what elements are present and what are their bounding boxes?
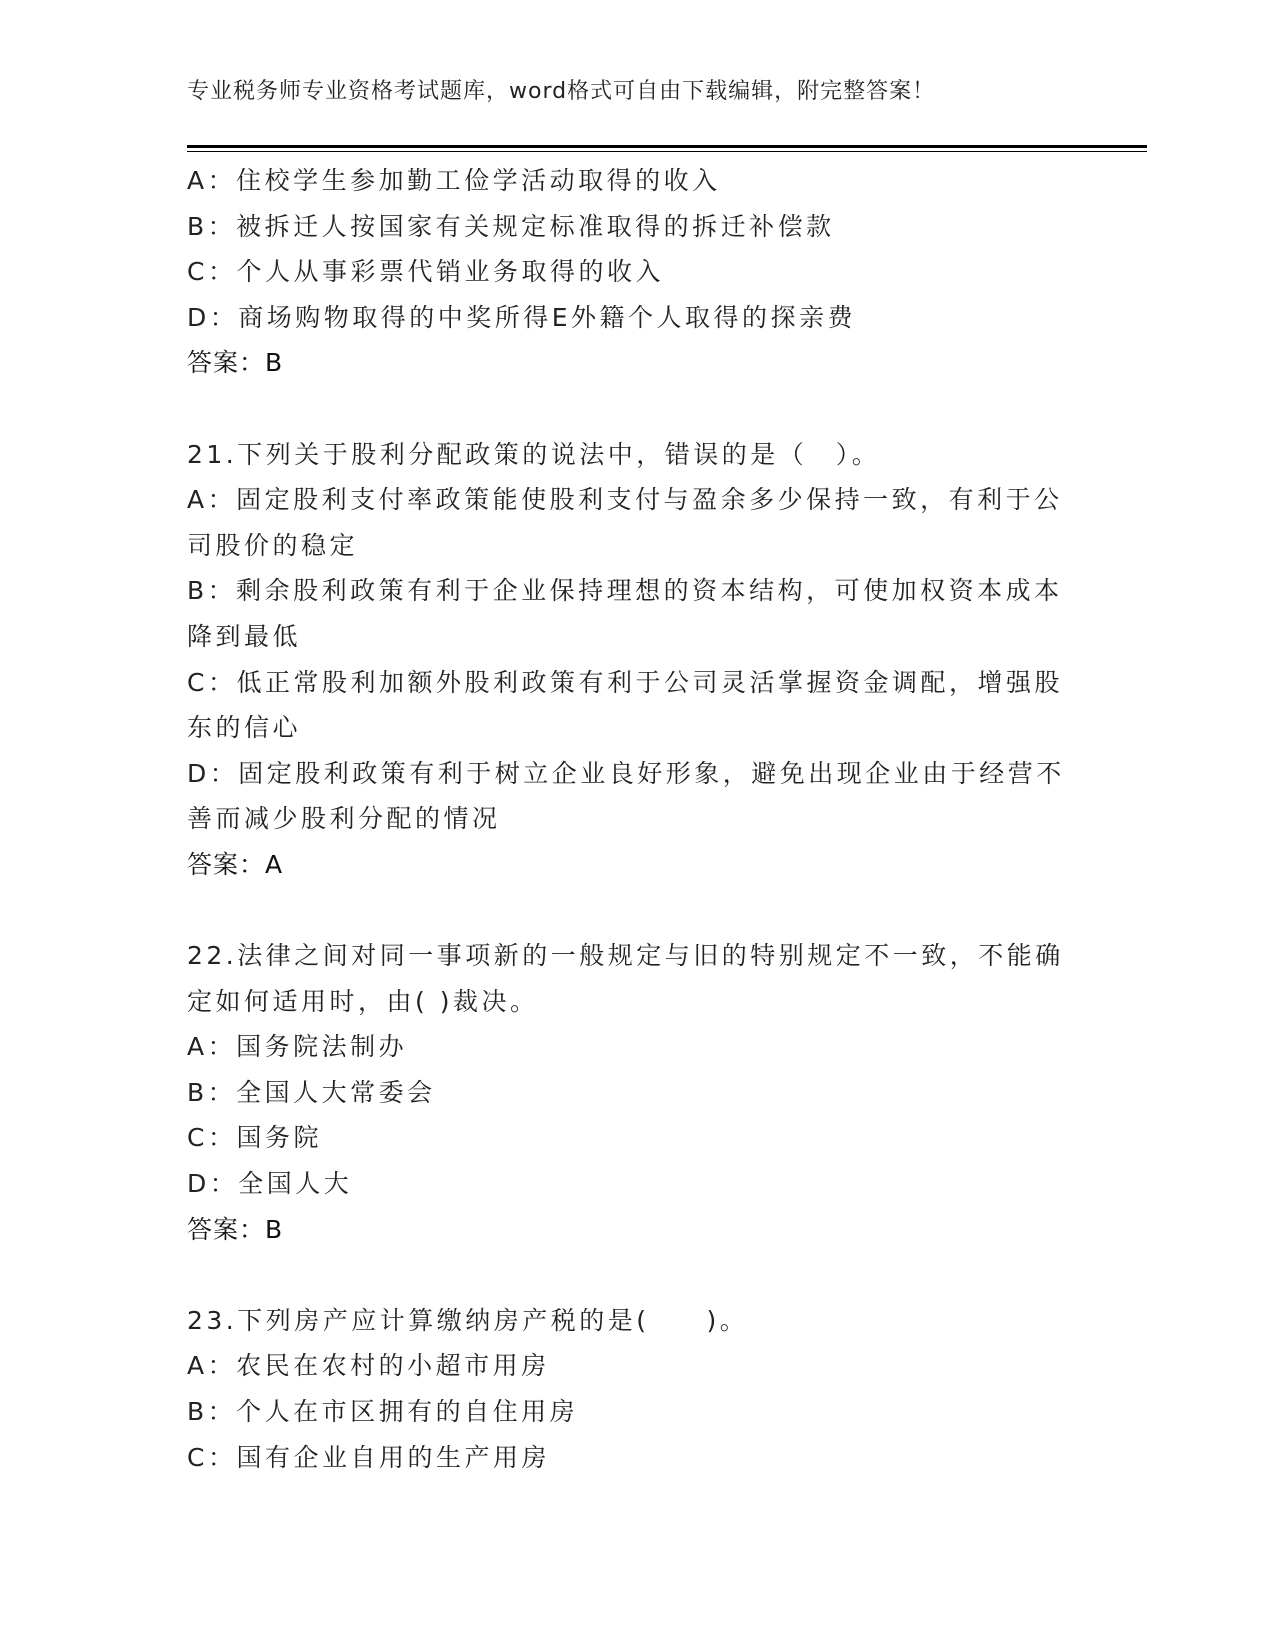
page-header: 专业税务师专业资格考试题库，word格式可自由下载编辑，附完整答案！ xyxy=(187,79,936,104)
question-block xyxy=(187,1298,1067,1480)
question-line: 定如何适用时，由( )裁决。 xyxy=(187,986,539,1016)
question-line: 21.下列关于股利分配政策的说法中，错误的是（ ）。 xyxy=(187,439,881,469)
question-line: C：低正常股利加额外股利政策有利于公司灵活掌握资金调配，增强股 xyxy=(187,667,1063,697)
answer-line: 答案：A xyxy=(187,849,284,879)
answer-line: 答案：B xyxy=(187,348,284,378)
question-line: A：住校学生参加勤工俭学活动取得的收入 xyxy=(187,166,721,195)
header-rule-thick xyxy=(187,145,1147,148)
question-line: B：个人在市区拥有的自住用房 xyxy=(187,1397,579,1427)
question-line: 降到最低 xyxy=(187,621,302,651)
question-line: 22.法律之间对同一事项新的一般规定与旧的特别规定不一致，不能确 xyxy=(187,941,1064,971)
question-list xyxy=(187,158,1067,1480)
question-line: 23.下列房产应计算缴纳房产税的是( )。 xyxy=(187,1305,749,1335)
question-line: C：个人从事彩票代销业务取得的收入 xyxy=(187,257,664,287)
question-line: A：国务院法制办 xyxy=(187,1032,408,1062)
question-line: 东的信心 xyxy=(187,713,302,743)
block-spacer xyxy=(187,386,1067,432)
question-line: B：剩余股利政策有利于企业保持理想的资本结构，可使加权资本成本 xyxy=(187,576,1063,606)
question-line: 司股价的稳定 xyxy=(187,530,359,560)
question-line: B：被拆迁人按国家有关规定标准取得的拆迁补偿款 xyxy=(187,211,835,241)
question-block xyxy=(187,933,1067,1252)
question-line: A：农民在农村的小超市用房 xyxy=(187,1351,550,1381)
header-rule-thin xyxy=(187,151,1147,152)
question-line: C：国有企业自用的生产用房 xyxy=(187,1442,550,1472)
question-block xyxy=(187,158,1067,386)
block-spacer xyxy=(187,1252,1067,1298)
question-line: B：全国人大常委会 xyxy=(187,1077,436,1107)
question-line: D：全国人大 xyxy=(187,1169,353,1199)
question-line: 善而减少股利分配的情况 xyxy=(187,804,501,834)
block-spacer xyxy=(187,888,1067,934)
question-line: D：固定股利政策有利于树立企业良好形象，避免出现企业由于经营不 xyxy=(187,758,1065,788)
question-line: A：固定股利支付率政策能使股利支付与盈余多少保持一致，有利于公 xyxy=(187,485,1063,515)
question-block xyxy=(187,432,1067,888)
question-line: D：商场购物取得的中奖所得E外籍个人取得的探亲费 xyxy=(187,302,857,332)
answer-line: 答案：B xyxy=(187,1214,284,1244)
question-line: C：国务院 xyxy=(187,1123,322,1153)
